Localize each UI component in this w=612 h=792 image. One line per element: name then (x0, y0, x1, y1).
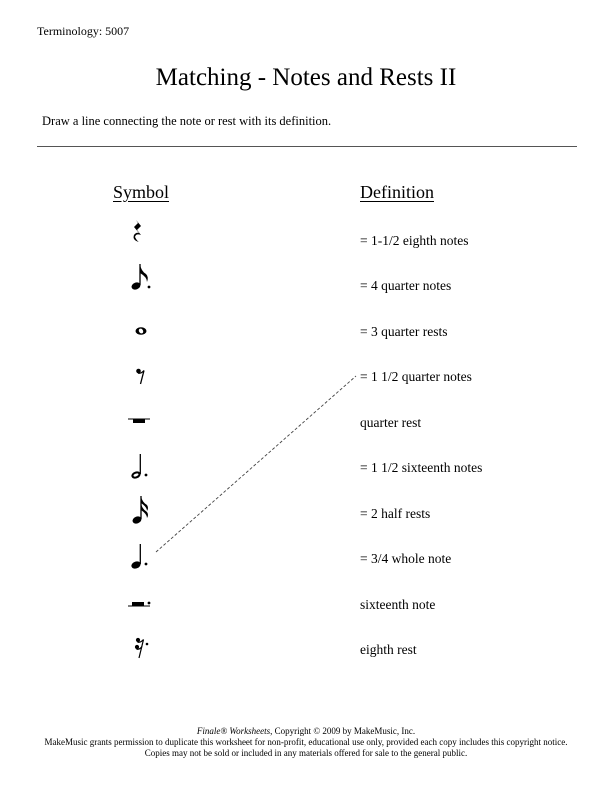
symbol-column-header: Symbol (113, 182, 170, 202)
dotted-half-note-icon[interactable] (120, 452, 162, 482)
definition-item[interactable]: = 1 1/2 sixteenth notes (360, 460, 483, 475)
dotted-half-rest-icon[interactable] (120, 590, 162, 620)
footer-permission: MakeMusic grants permission to duplicate this worksheet for non-profit, educational use only, provided each copy includes this copyright notice. (44, 737, 568, 747)
dotted-eighth-note-icon[interactable] (120, 262, 162, 292)
definition-item[interactable]: = 1-1/2 eighth notes (360, 233, 469, 248)
dotted-sixteenth-rest-icon[interactable] (120, 634, 162, 664)
definition-item[interactable]: = 3 quarter rests (360, 324, 448, 339)
divider (37, 146, 577, 147)
whole-note-icon[interactable] (120, 316, 162, 346)
page-title: Matching - Notes and Rests II (155, 64, 457, 91)
quarter-rest-icon[interactable] (120, 216, 162, 246)
sixteenth-note-icon[interactable] (120, 496, 162, 526)
definition-item[interactable]: = 2 half rests (360, 506, 431, 521)
eighth-rest-icon[interactable] (120, 362, 162, 392)
definition-item[interactable]: = 4 quarter notes (360, 278, 452, 293)
footer-copyright (0, 726, 612, 737)
definition-column-header: Definition (360, 182, 434, 202)
definition-item[interactable]: = 3/4 whole note (360, 551, 452, 566)
worksheet-code: Terminology: 5007 (37, 24, 130, 38)
footer-brand: Finale® Worksheets (196, 726, 271, 736)
definition-item[interactable]: quarter rest (360, 415, 422, 430)
definition-item[interactable]: eighth rest (360, 642, 417, 657)
whole-rest-icon[interactable] (120, 406, 162, 436)
dotted-quarter-note-icon[interactable] (120, 542, 162, 572)
definition-item[interactable]: = 1 1/2 quarter notes (360, 369, 472, 384)
instructions: Draw a line connecting the note or rest with its definition. (42, 114, 332, 128)
footer-restriction: Copies may not be sold or included in any materials offered for sale to the general public. (144, 748, 468, 758)
definition-item[interactable]: sixteenth note (360, 597, 436, 612)
footer-copyright-text: , Copyright © 2009 by MakeMusic, Inc. (270, 726, 416, 736)
